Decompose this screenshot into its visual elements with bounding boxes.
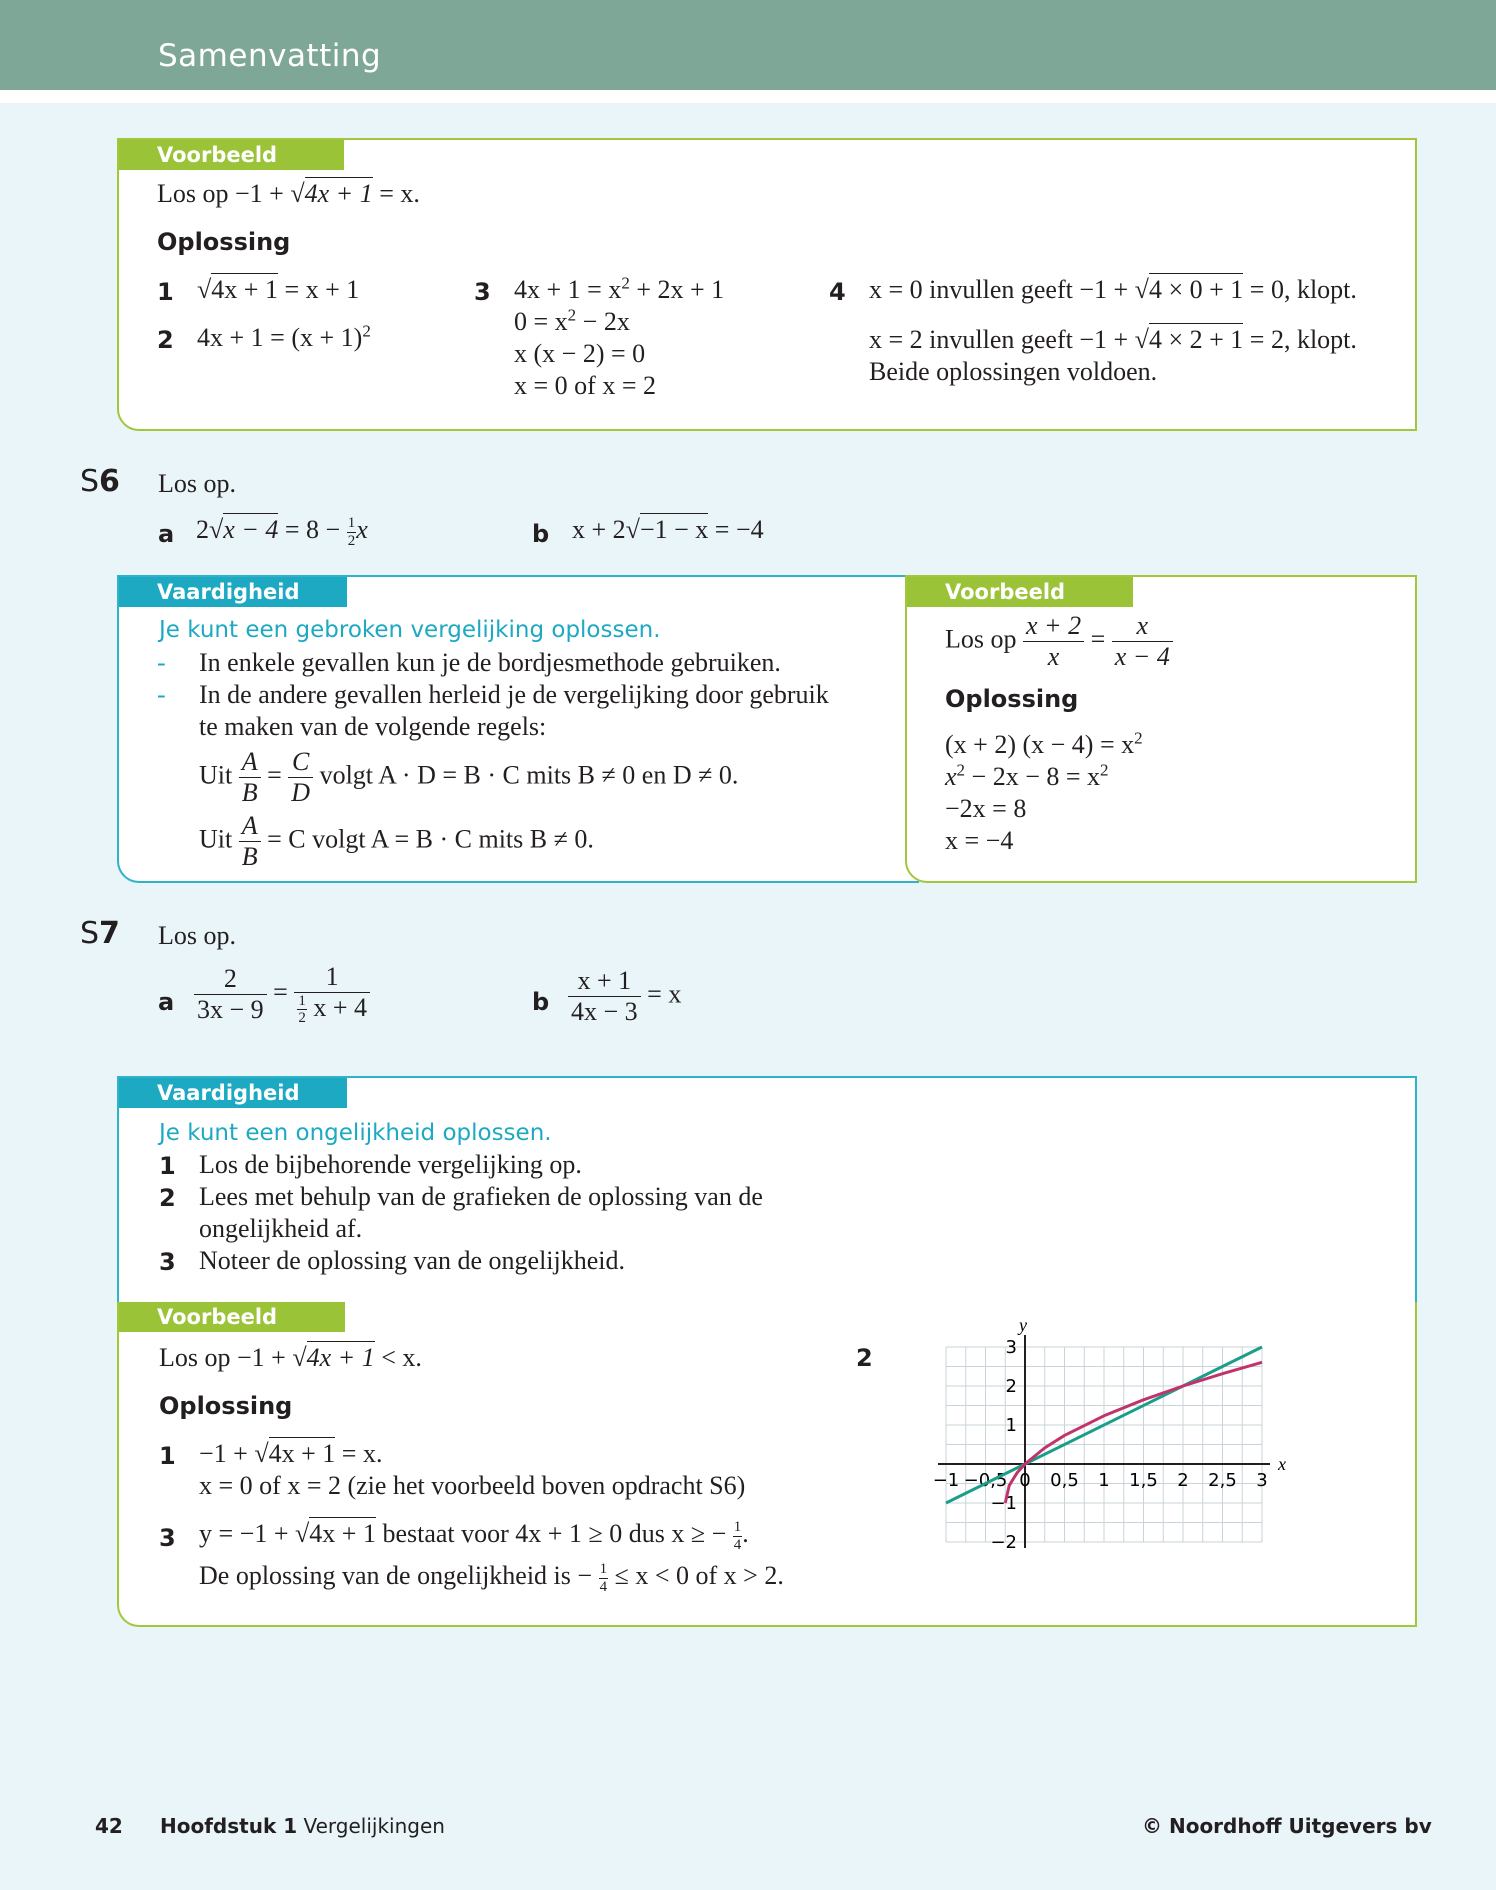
y-axis-label: y (1019, 1315, 1027, 1335)
vaardigheid-heading: Je kunt een gebroken vergelijking oplossen. (159, 617, 661, 643)
voorbeeld3-step3a: y = −1 + √4x + 1 bestaat voor 4x + 1 ≥ 0 dus x ≥ − $\frac{1}{4}$ . (199, 1519, 749, 1553)
s7-prompt: Los op. (158, 921, 236, 950)
step2-text: $4x + 1 = (x + 1)^2$ (197, 321, 371, 352)
vaardigheid2-step3: Noteer de oplossing van de ongelijkheid. (199, 1246, 626, 1275)
vaardigheid-tag: Vaardigheid (119, 577, 347, 607)
bullet-2: - (157, 680, 166, 709)
voorbeeld2-line4: x = −4 (945, 826, 1014, 855)
y-tick-label: 1 (1005, 1415, 1017, 1436)
bullet-1-text: In enkele gevallen kun je de bordjesmethode gebruiken. (199, 648, 781, 677)
step-number: 1 (157, 278, 174, 306)
step4-line3: Beide oplossingen voldoen. (869, 357, 1158, 386)
y-tick-label: −1 (990, 1493, 1017, 1514)
bullet-2-text-b: te maken van de volgende regels: (199, 712, 547, 741)
page-number: 42 (95, 1814, 123, 1838)
step-number: 1 (159, 1442, 176, 1470)
s7-part-b: $\frac{x + 1}{4x - 3}$ = x (568, 966, 681, 1027)
exercise-label-s6: S6 (80, 464, 120, 499)
s6-part-a: 2√x − 4 = 8 − $\frac{1}{2}$ x (196, 515, 368, 549)
voorbeeld2-line1: (x + 2) $(x - 4) = x^2$ (945, 728, 1143, 759)
vaardigheid-box-2 (117, 1076, 1417, 1304)
voorbeeld-tag: Voorbeeld (119, 140, 344, 170)
x-tick-label: 2 (1177, 1470, 1189, 1491)
graph-chart (889, 1315, 1286, 1582)
copyright: © Noordhoff Uitgevers bv (1142, 1814, 1432, 1838)
exercise-label-s7: S7 (80, 916, 120, 951)
step3-line3: x (x − 2) = 0 (514, 339, 646, 368)
s7-part-a: $\frac{2}{3x - 9}$ = 1 $\frac{1}{2}$ x + 4 (194, 962, 370, 1027)
step-number: 4 (829, 278, 846, 306)
s7-part-a-label: a (158, 988, 175, 1016)
voorbeeld-prompt: Los op −1 + √4x + 1 = x. (157, 179, 420, 208)
voorbeeld2-prompt: Los op $\frac{x + 2}{x}$ = $\frac{x}{x - 4}$ (945, 611, 1173, 672)
x-tick-label: −0,5 (963, 1470, 1008, 1491)
voorbeeld3-step3b: De oplossing van de ongelijkheid is − $\frac{1}{4}$ ≤ x < 0 of x > 2. (199, 1561, 784, 1595)
graph-step-number: 2 (856, 1344, 873, 1372)
step-number: 3 (474, 278, 491, 306)
step4-line1: x = 0 invullen geeft −1 + √4 × 0 + 1 = 0, klopt. (869, 275, 1357, 304)
voorbeeld2-line2: $x^2 - 2x - 8 = x^2$ (945, 760, 1109, 791)
s6-prompt: Los op. (158, 469, 236, 498)
x-axis-label: x (1278, 1454, 1286, 1474)
step-number: 2 (159, 1184, 176, 1212)
s6-part-b-label: b (532, 520, 550, 548)
oplossing-heading: Oplossing (157, 228, 291, 256)
step-number: 1 (159, 1152, 176, 1180)
x-tick-label: −1 (932, 1470, 960, 1491)
rule-1: Uit $\frac{A}{B}$ = $\frac{C}{D}$ volgt A · D = B · C mits B ≠ 0 en D ≠ 0. (199, 747, 739, 807)
vaardigheid-box-1 (117, 575, 919, 883)
x-tick-label: 2,5 (1208, 1470, 1237, 1491)
voorbeeld-box-1 (117, 138, 1417, 431)
step1-text: √4x + 1 = x + 1 (197, 275, 360, 304)
voorbeeld-tag: Voorbeeld (907, 577, 1133, 607)
step-number: 3 (159, 1524, 176, 1552)
rule-2: Uit $\frac{A}{B}$ = C volgt A = B · C mits B ≠ 0. (199, 811, 594, 871)
s7-part-b-label: b (532, 988, 550, 1016)
step3-line2: $0 = x^2 - 2x$ (514, 305, 630, 336)
bullet-2-text-a: In de andere gevallen herleid je de vergelijking door gebruik (199, 680, 829, 709)
vaardigheid2-step2b: ongelijkheid af. (199, 1214, 363, 1243)
y-tick-label: −2 (990, 1532, 1017, 1553)
voorbeeld-box-2 (905, 575, 1417, 883)
voorbeeld-box-3 (117, 1302, 1417, 1627)
oplossing-heading: Oplossing (159, 1392, 293, 1420)
s6-part-a-label: a (158, 520, 175, 548)
chapter-label: Hoofdstuk 1 Vergelijkingen (160, 1814, 445, 1838)
x-tick-label: 1 (1098, 1470, 1110, 1491)
x-tick-label: 0 (1019, 1470, 1031, 1491)
voorbeeld3-step1a: −1 + √4x + 1 = x. (199, 1439, 383, 1468)
x-tick-label: 1,5 (1129, 1470, 1158, 1491)
y-tick-label: 2 (1005, 1376, 1017, 1397)
oplossing-heading: Oplossing (945, 685, 1079, 713)
vaardigheid-tag: Vaardigheid (119, 1078, 347, 1108)
voorbeeld3-prompt: Los op −1 + √4x + 1 < x. (159, 1343, 422, 1372)
voorbeeld3-step1b: x = 0 of x = 2 (zie het voorbeeld boven opdracht S6) (199, 1471, 746, 1500)
x-tick-label: 0,5 (1050, 1470, 1079, 1491)
step-number: 2 (157, 326, 174, 354)
header-divider (0, 90, 1496, 103)
voorbeeld2-line3: −2x = 8 (945, 794, 1027, 823)
y-tick-label: 3 (1005, 1337, 1017, 1358)
s6-part-b: x + 2√−1 − x = −4 (572, 515, 764, 544)
bullet-1: - (157, 648, 166, 677)
voorbeeld-tag: Voorbeeld (119, 1302, 345, 1332)
step4-line2: x = 2 invullen geeft −1 + √4 × 2 + 1 = 2, klopt. (869, 325, 1357, 354)
step3-line4: x = 0 of x = 2 (514, 371, 656, 400)
vaardigheid2-step2a: Lees met behulp van de grafieken de oplossing van de (199, 1182, 763, 1211)
step3-line1: $4x + 1 = x^2 + 2x + 1$ (514, 273, 725, 304)
vaardigheid2-step1: Los de bijbehorende vergelijking op. (199, 1150, 582, 1179)
step-number: 3 (159, 1248, 176, 1276)
vaardigheid-heading: Je kunt een ongelijkheid oplossen. (159, 1120, 552, 1146)
x-tick-label: 3 (1256, 1470, 1268, 1491)
page-header (0, 0, 1496, 90)
page-title: Samenvatting (158, 38, 382, 74)
